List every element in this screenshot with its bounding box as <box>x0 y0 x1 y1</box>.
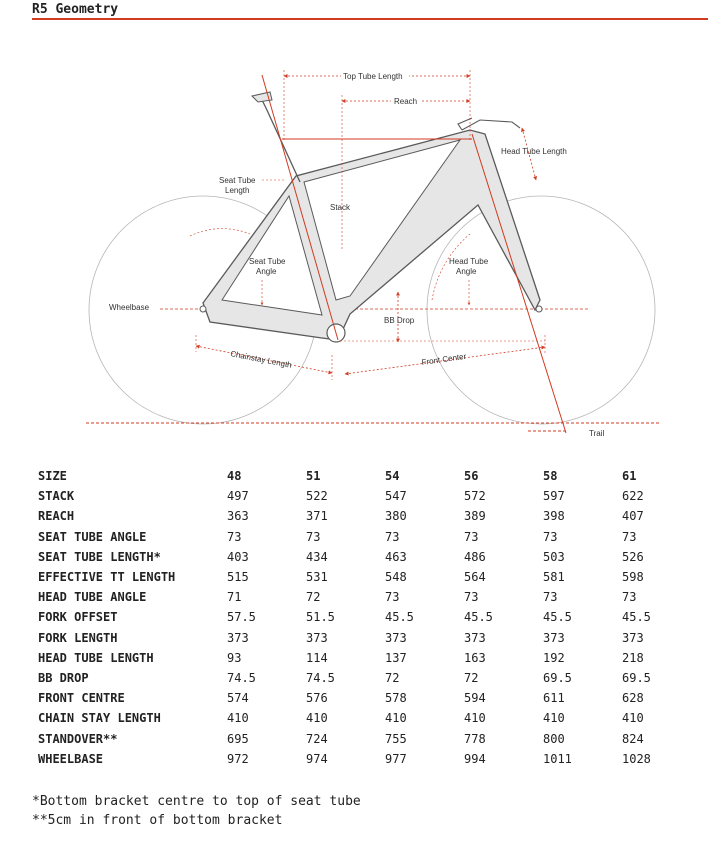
table-header-cell: 58 <box>543 469 558 484</box>
table-cell: 531 <box>306 570 328 585</box>
table-cell: 576 <box>306 691 328 706</box>
bb-drop-label: BB Drop <box>384 316 415 325</box>
table-cell: 724 <box>306 731 328 746</box>
table-cell: 73 <box>306 529 321 544</box>
row-label: EFFECTIVE TT LENGTH <box>38 570 176 585</box>
table-cell: 410 <box>306 711 328 726</box>
table-cell: 611 <box>543 691 565 706</box>
table-cell: 403 <box>227 549 249 564</box>
table-cell: 622 <box>622 489 644 504</box>
table-cell: 581 <box>543 570 565 585</box>
table-row <box>38 486 701 506</box>
table-row <box>38 749 701 769</box>
row-label: STANDOVER** <box>38 731 118 746</box>
table-cell: 410 <box>543 711 565 726</box>
table-row <box>38 668 701 688</box>
table-cell: 57.5 <box>227 610 256 625</box>
bike-frame <box>200 92 542 342</box>
seat-tube-angle-label-1: Seat Tube <box>249 257 286 266</box>
table-cell: 73 <box>543 590 558 605</box>
table-cell: 407 <box>622 509 644 524</box>
table-cell: 977 <box>385 751 407 766</box>
top-tube-length-label: Top Tube Length <box>343 72 403 81</box>
table-cell: 192 <box>543 650 565 665</box>
head-tube-angle-label-2: Angle <box>456 267 477 276</box>
table-cell: 598 <box>622 570 644 585</box>
front-center-label: Front Center <box>421 351 467 367</box>
table-cell: 522 <box>306 489 328 504</box>
footnote: *Bottom bracket centre to top of seat tube <box>32 794 361 809</box>
table-cell: 800 <box>543 731 565 746</box>
table-cell: 45.5 <box>385 610 414 625</box>
table-row <box>38 567 701 587</box>
row-label: FORK OFFSET <box>38 610 118 625</box>
table-cell: 74.5 <box>306 670 335 685</box>
table-header-cell: 48 <box>227 469 242 484</box>
table-row <box>38 527 701 547</box>
table-row <box>38 506 701 526</box>
row-label: CHAIN STAY LENGTH <box>38 711 161 726</box>
table-cell: 73 <box>622 529 637 544</box>
seat-tube-length-label-2: Length <box>225 186 250 195</box>
table-cell: 972 <box>227 751 249 766</box>
table-cell: 594 <box>464 691 486 706</box>
table-cell: 373 <box>306 630 328 645</box>
table-cell: 398 <box>543 509 565 524</box>
table-header-cell: 54 <box>385 469 400 484</box>
table-row <box>38 708 701 728</box>
table-cell: 410 <box>464 711 486 726</box>
table-cell: 371 <box>306 509 328 524</box>
table-cell: 410 <box>385 711 407 726</box>
table-header-row <box>38 466 701 486</box>
reach-label: Reach <box>394 97 418 106</box>
table-cell: 695 <box>227 731 249 746</box>
table-cell: 434 <box>306 549 328 564</box>
table-row <box>38 728 701 748</box>
table-cell: 73 <box>385 590 400 605</box>
table-cell: 755 <box>385 731 407 746</box>
row-label: HEAD TUBE ANGLE <box>38 590 147 605</box>
table-cell: 51.5 <box>306 610 335 625</box>
row-label: HEAD TUBE LENGTH <box>38 650 154 665</box>
head-tube-length-label: Head Tube Length <box>501 147 567 156</box>
table-cell: 72 <box>464 670 479 685</box>
table-cell: 93 <box>227 650 242 665</box>
row-label: REACH <box>38 509 75 524</box>
head-tube-axis <box>472 134 566 433</box>
table-cell: 410 <box>622 711 644 726</box>
footnotes <box>32 792 361 830</box>
table-cell: 497 <box>227 489 249 504</box>
table-cell: 778 <box>464 731 486 746</box>
table-cell: 73 <box>385 529 400 544</box>
row-label: STACK <box>38 489 75 504</box>
table-cell: 994 <box>464 751 486 766</box>
table-cell: 974 <box>306 751 328 766</box>
table-header-cell: 51 <box>306 469 321 484</box>
table-cell: 389 <box>464 509 486 524</box>
table-header-cell: 61 <box>622 469 637 484</box>
rear-wheel-arc <box>190 229 250 236</box>
row-label: BB DROP <box>38 670 89 685</box>
row-label: SEAT TUBE LENGTH* <box>38 549 161 564</box>
table-cell: 73 <box>464 529 479 544</box>
table-cell: 373 <box>464 630 486 645</box>
table-row <box>38 688 701 708</box>
table-cell: 373 <box>622 630 644 645</box>
table-row <box>38 648 701 668</box>
table-cell: 73 <box>543 529 558 544</box>
table-cell: 380 <box>385 509 407 524</box>
seat-tube-angle-label-2: Angle <box>256 267 277 276</box>
trail-label: Trail <box>589 429 605 438</box>
table-cell: 69.5 <box>543 670 572 685</box>
table-row <box>38 628 701 648</box>
table-cell: 373 <box>385 630 407 645</box>
table-cell: 163 <box>464 650 486 665</box>
table-cell: 486 <box>464 549 486 564</box>
table-cell: 69.5 <box>622 670 651 685</box>
table-row <box>38 587 701 607</box>
seat-tube-length-label-1: Seat Tube <box>219 176 256 185</box>
table-cell: 73 <box>464 590 479 605</box>
table-cell: 572 <box>464 489 486 504</box>
table-cell: 597 <box>543 489 565 504</box>
table-cell: 578 <box>385 691 407 706</box>
table-cell: 547 <box>385 489 407 504</box>
table-header-cell: SIZE <box>38 469 67 484</box>
table-cell: 218 <box>622 650 644 665</box>
table-row <box>38 607 701 627</box>
footnote: **5cm in front of bottom bracket <box>32 813 283 828</box>
table-cell: 526 <box>622 549 644 564</box>
table-cell: 45.5 <box>543 610 572 625</box>
chainstay-length-label: Chainstay Length <box>229 349 293 370</box>
table-cell: 574 <box>227 691 249 706</box>
table-row <box>38 547 701 567</box>
table-cell: 73 <box>227 529 242 544</box>
table-cell: 548 <box>385 570 407 585</box>
page-title: R5 Geometry <box>32 2 119 17</box>
table-cell: 824 <box>622 731 644 746</box>
table-cell: 45.5 <box>464 610 493 625</box>
table-cell: 410 <box>227 711 249 726</box>
wheelbase-label: Wheelbase <box>109 303 150 312</box>
table-cell: 45.5 <box>622 610 651 625</box>
table-cell: 363 <box>227 509 249 524</box>
table-cell: 373 <box>543 630 565 645</box>
table-cell: 463 <box>385 549 407 564</box>
table-cell: 71 <box>227 590 242 605</box>
table-cell: 114 <box>306 650 328 665</box>
row-label: WHEELBASE <box>38 751 104 766</box>
table-cell: 373 <box>227 630 249 645</box>
table-cell: 73 <box>622 590 637 605</box>
row-label: SEAT TUBE ANGLE <box>38 529 147 544</box>
head-tube-angle-label-1: Head Tube <box>449 257 489 266</box>
table-header-cell: 56 <box>464 469 479 484</box>
stack-label: Stack <box>330 203 351 212</box>
table-cell: 74.5 <box>227 670 256 685</box>
table-cell: 628 <box>622 691 644 706</box>
table-cell: 503 <box>543 549 565 564</box>
row-label: FORK LENGTH <box>38 630 118 645</box>
table-cell: 515 <box>227 570 249 585</box>
table-cell: 72 <box>385 670 400 685</box>
table-cell: 137 <box>385 650 407 665</box>
table-cell: 1028 <box>622 751 651 766</box>
row-label: FRONT CENTRE <box>38 691 125 706</box>
geometry-table <box>38 466 701 769</box>
table-cell: 564 <box>464 570 486 585</box>
table-cell: 72 <box>306 590 321 605</box>
table-cell: 1011 <box>543 751 572 766</box>
